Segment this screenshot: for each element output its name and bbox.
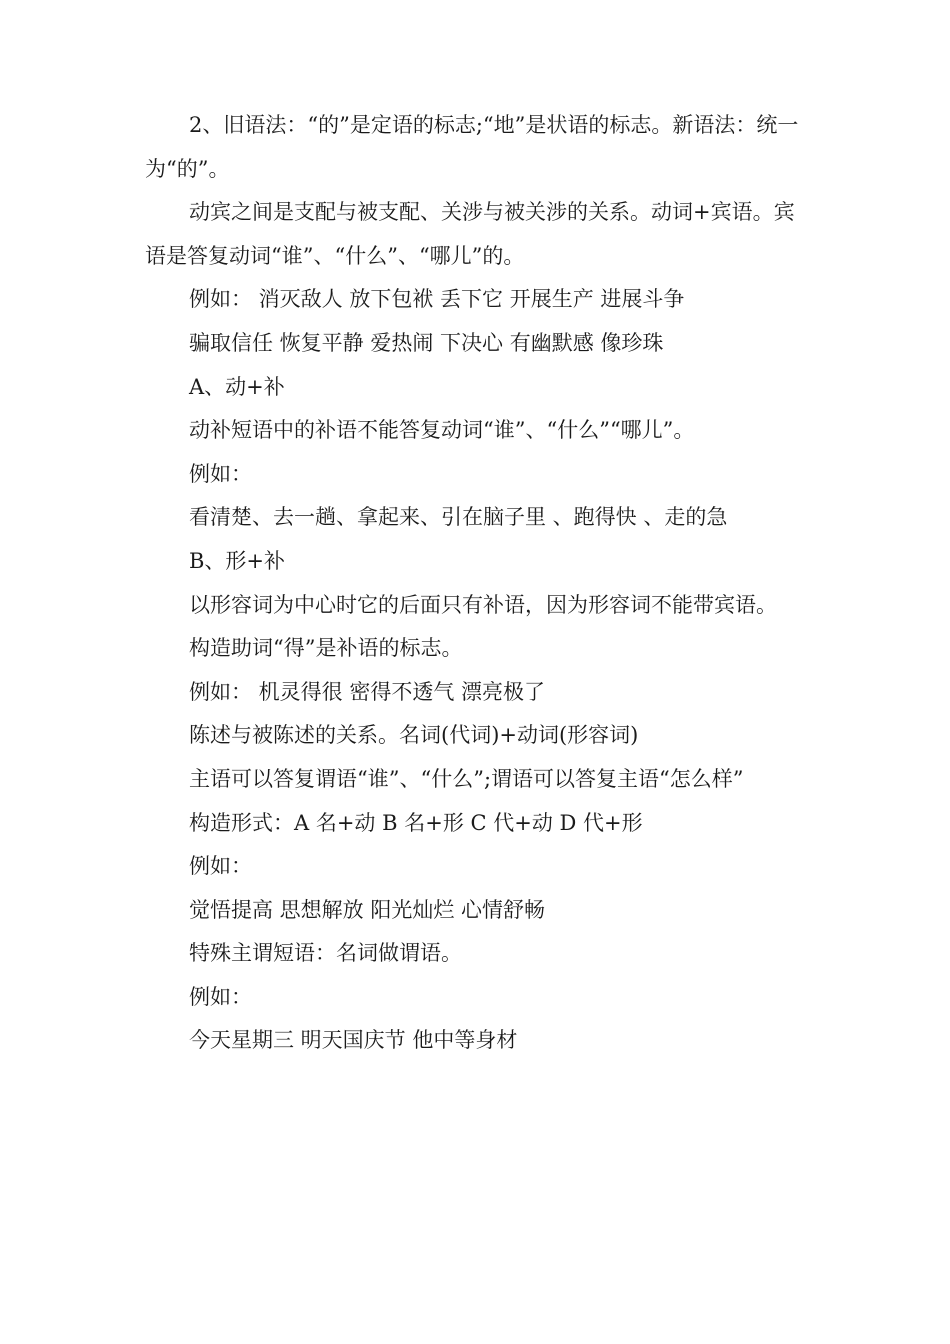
paragraph-adjective-complement-rule: 以形容词为中心时它的后面只有补语，因为形容词不能带宾语。	[189, 592, 777, 617]
paragraph-verb-object-examples-1: 例如： 消灭敌人 放下包袱 丢下它 开展生产 进展斗争	[189, 287, 685, 312]
paragraph-complement-marker: 构造助词“得”是补语的标志。	[189, 636, 463, 661]
heading-verb-complement: A、动+补	[189, 374, 285, 399]
paragraph-verb-complement-examples: 看清楚、去一趟、拿起来、引在脑子里 、跑得快 、走的急	[189, 505, 728, 530]
paragraph-structure-forms: 构造形式：A 名+动 B 名+形 C 代+动 D 代+形	[189, 810, 643, 835]
label-example: 例如：	[189, 984, 252, 1009]
paragraph-noun-predicate-examples: 今天星期三 明天国庆节 他中等身材	[189, 1028, 518, 1053]
heading-adjective-complement: B、形+补	[189, 548, 286, 573]
paragraph-subject-predicate-relation: 陈述与被陈述的关系。名词(代词)+动词(形容词)	[189, 723, 639, 748]
paragraph-verb-complement-rule: 动补短语中的补语不能答复动词“谁”、“什么”“哪儿”。	[189, 418, 695, 443]
document-body	[145, 104, 810, 1063]
paragraph-subject-predicate-answers: 主语可以答复谓语“谁”、“什么”;谓语可以答复主语“怎么样”	[189, 766, 744, 791]
paragraph-subject-predicate-examples: 觉悟提高 思想解放 阳光灿烂 心情舒畅	[189, 897, 546, 922]
label-example: 例如：	[189, 461, 252, 486]
paragraph-old-new-grammar: 2、旧语法：“的”是定语的标志;“地”是状语的标志。新语法：统一为“的”。	[145, 113, 799, 181]
paragraph-adjective-complement-examples: 例如： 机灵得很 密得不透气 漂亮极了	[189, 679, 546, 704]
paragraph-special-subject-predicate: 特殊主谓短语：名词做谓语。	[189, 941, 462, 966]
label-example: 例如：	[189, 854, 252, 879]
paragraph-verb-object-relation: 动宾之间是支配与被支配、关涉与被关涉的关系。动词+宾语。宾语是答复动词“谁”、“什么”、“哪儿”的。	[145, 200, 795, 268]
paragraph-verb-object-examples-2: 骗取信任 恢复平静 爱热闹 下决心 有幽默感 像珍珠	[189, 330, 664, 355]
